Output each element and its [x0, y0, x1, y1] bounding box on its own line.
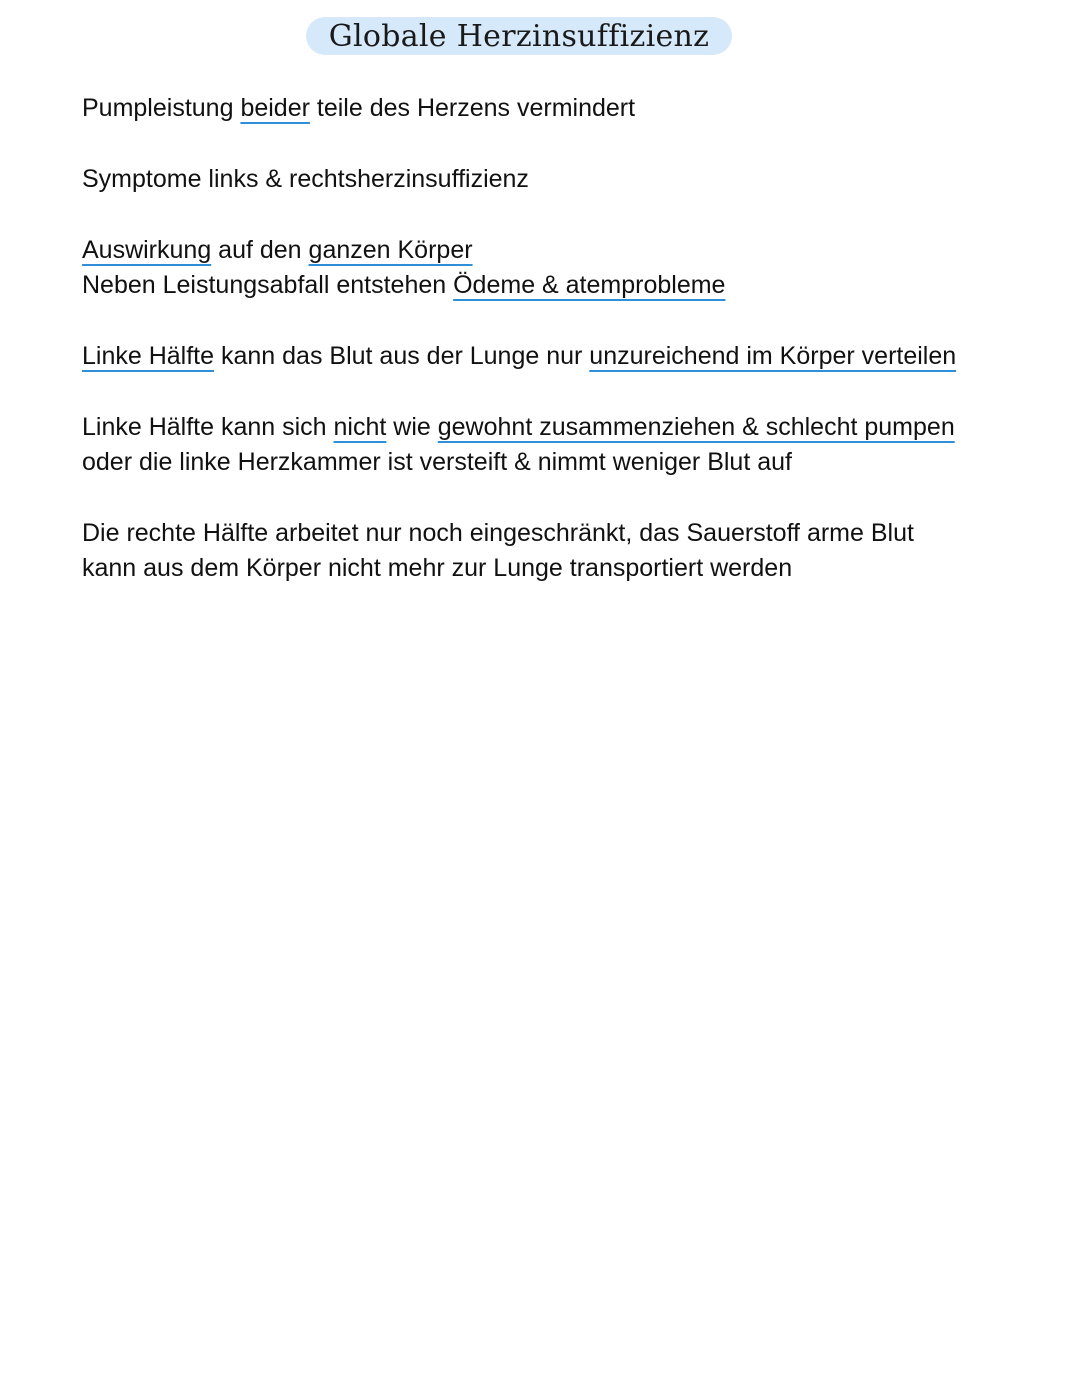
- note-text: wie: [386, 413, 438, 441]
- note-text: teile des Herzens vermindert: [309, 94, 636, 122]
- underlined-term: ganzen Körper: [308, 236, 473, 264]
- note-text: oder die linke Herzkammer ist versteift & nimmt weniger Blut auf: [82, 448, 792, 476]
- note-text: Neben Leistungsabfall entstehen: [82, 271, 454, 299]
- underlined-term: unzureichend im Körper verteilen: [589, 342, 957, 370]
- note-text: kann aus dem Körper nicht mehr zur Lunge transportiert werden: [82, 554, 793, 582]
- underlined-term: Linke Hälfte: [82, 342, 215, 370]
- underlined-term: gewohnt zusammenziehen & schlecht pumpen: [437, 413, 955, 441]
- note-rechte-haelfte-1: [82, 516, 914, 551]
- note-linke-haelfte-verteilen: [82, 339, 956, 374]
- note-text: auf den: [211, 236, 309, 264]
- note-text: Symptome links & rechtsherzinsuffizienz: [82, 165, 529, 193]
- underlined-term: beider: [240, 94, 310, 122]
- underlined-term: nicht: [333, 413, 387, 441]
- note-herzkammer: [82, 445, 792, 480]
- note-leistungsabfall: [82, 268, 725, 303]
- note-pumpleistung: [82, 91, 635, 126]
- note-rechte-haelfte-2: [82, 551, 792, 586]
- note-text: kann das Blut aus der Lunge nur: [214, 342, 590, 370]
- underlined-term: Auswirkung: [82, 236, 212, 264]
- title-highlight: [306, 17, 732, 55]
- note-text: Pumpleistung: [82, 94, 241, 122]
- note-linke-haelfte-pumpen: [82, 410, 955, 445]
- underlined-term: Ödeme & atemprobleme: [453, 271, 726, 299]
- note-auswirkung: [82, 233, 473, 268]
- note-text: Linke Hälfte kann sich: [82, 413, 334, 441]
- note-text: Die rechte Hälfte arbeitet nur noch eingeschränkt, das Sauerstoff arme Blut: [82, 519, 914, 547]
- page-title: Globale Herzinsuffizienz: [328, 18, 710, 54]
- note-symptome: [82, 162, 529, 197]
